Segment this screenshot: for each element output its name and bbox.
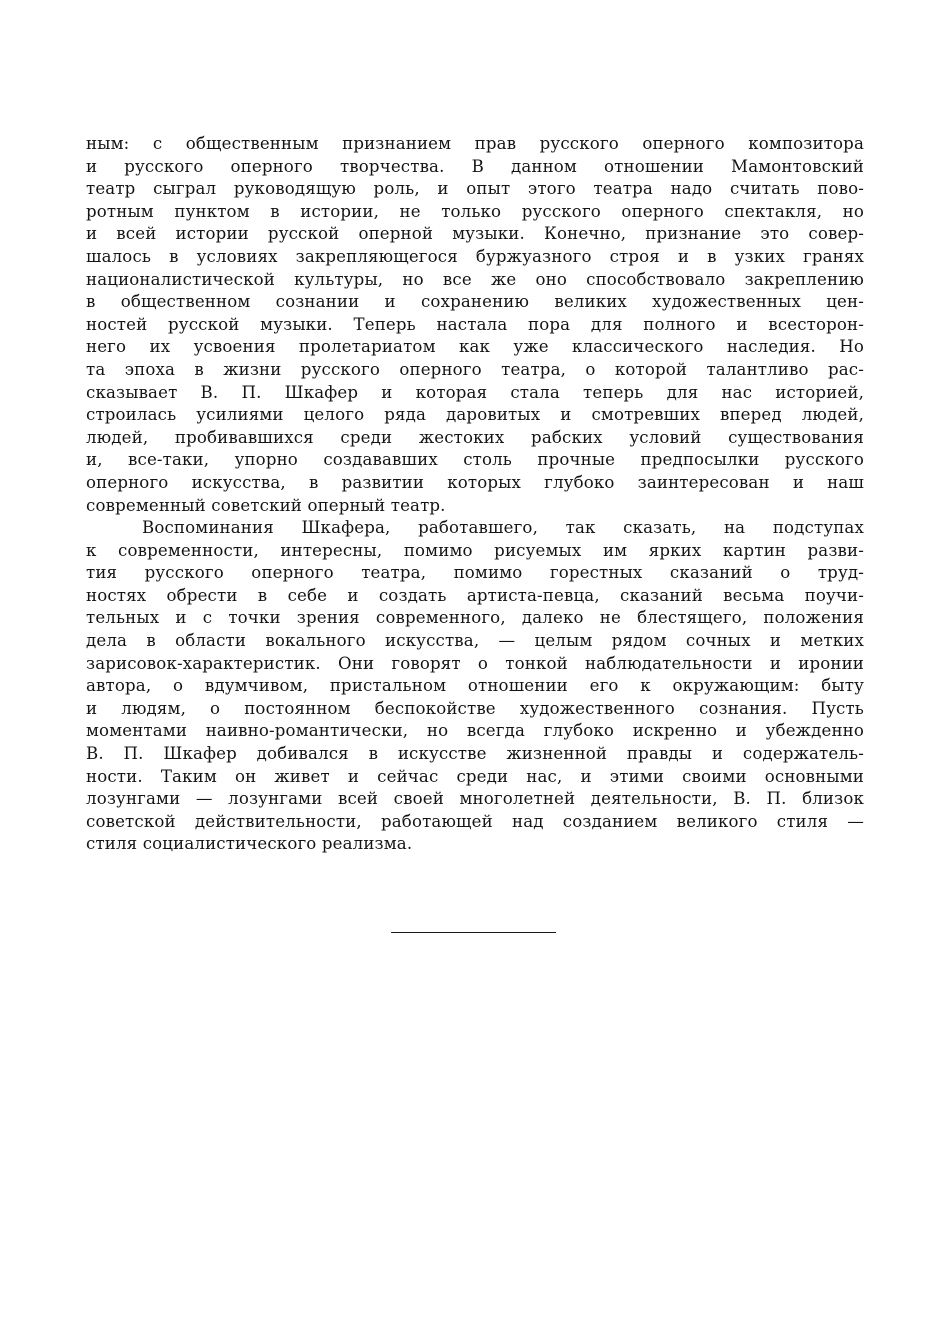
paragraph [86, 133, 864, 517]
text-line: сказывает В. П. Шкафер и которая стала теперь для нас историей, [86, 382, 864, 402]
text-line: националистической культуры, но все же оно способствовало закреплению [86, 269, 864, 289]
text-line: ности. Таким он живет и сейчас среди нас, и этими своими основными [86, 766, 864, 786]
text-line: ностях обрести в себе и создать артиста-певца, сказаний весьма поучи- [86, 585, 864, 605]
text-line: ностей русской музыки. Теперь настала пора для полного и всесторон- [86, 314, 864, 334]
text-line: автора, о вдумчивом, пристальном отношении его к окружающим: быту [86, 676, 864, 696]
text-line: Воспоминания Шкафера, работавшего, так сказать, на подступах [142, 518, 864, 538]
text-line: в общественном сознании и сохранению великих художественных цен- [86, 292, 864, 312]
text-line: и всей истории русской оперной музыки. Конечно, признание это совер- [86, 224, 864, 244]
text-line: шалось в условиях закрепляющегося буржуазного строя и в узких гранях [86, 246, 864, 266]
closing-rule [391, 932, 556, 933]
text-line: дела в области вокального искусства, — целым рядом сочных и метких [86, 631, 864, 651]
text-line: тия русского оперного театра, помимо горестных сказаний о труд- [86, 563, 864, 583]
text-line: него их усвоения пролетариатом как уже классического наследия. Но [86, 337, 864, 357]
text-line: оперного искусства, в развитии которых глубоко заинтересован и наш [86, 472, 864, 492]
text-line: тельных и с точки зрения современного, далеко не блестящего, положения [86, 608, 864, 628]
text-line: и русского оперного творчества. В данном отношении Мамонтовский [86, 156, 864, 176]
text-line: строилась усилиями целого ряда даровитых и смотревших вперед людей, [86, 405, 864, 425]
text-line: лозунгами — лозунгами всей своей многолетней деятельности, В. П. близок [86, 789, 864, 809]
text-line: и людям, о постоянном беспокойстве художественного сознания. Пусть [86, 698, 864, 718]
text-line: стиля социалистического реализма. [86, 834, 413, 854]
text-line: к современности, интересны, помимо рисуемых им ярких картин разви- [86, 540, 864, 560]
paragraph [86, 517, 864, 856]
text-line: современный советский оперный театр. [86, 495, 446, 515]
text-line: ным: с общественным признанием прав русского оперного композитора [86, 134, 864, 153]
text-line: людей, пробивавшихся среди жестоких рабских условий существования [86, 427, 864, 447]
text-line: и, все-таки, упорно создававших столь прочные предпосылки русского [86, 450, 864, 470]
body-text [86, 133, 864, 856]
text-line: В. П. Шкафер добивался в искусстве жизненной правды и содержатель- [86, 744, 864, 764]
text-line: театр сыграл руководящую роль, и опыт этого театра надо считать пово- [86, 179, 864, 199]
text-line: советской действительности, работающей над созданием великого стиля — [86, 811, 864, 831]
text-line: та эпоха в жизни русского оперного театра, о которой талантливо рас- [86, 359, 864, 379]
text-line: моментами наивно-романтически, но всегда глубоко искренно и убежденно [86, 721, 864, 741]
text-line: зарисовок-характеристик. Они говорят о тонкой наблюдательности и иронии [86, 653, 864, 673]
text-line: ротным пунктом в истории, не только русского оперного спектакля, но [86, 201, 864, 221]
